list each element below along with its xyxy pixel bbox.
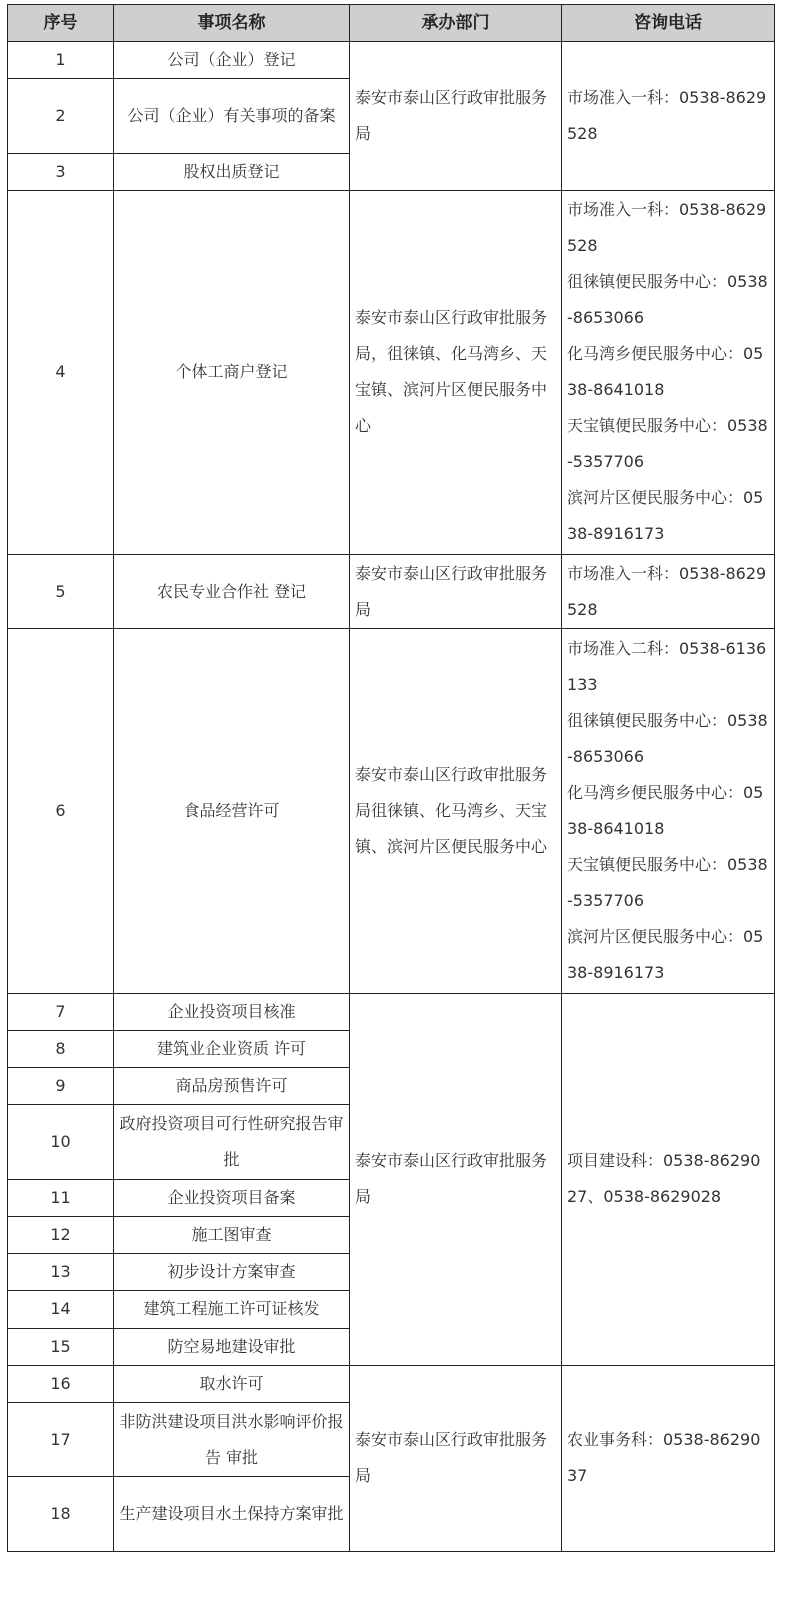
row-dept: 泰安市泰山区行政审批服务局 bbox=[350, 555, 562, 629]
row-phone: 市场准入一科：0538-8629528 bbox=[562, 555, 775, 629]
row-name: 公司（企业）有关事项的备案 bbox=[114, 79, 350, 153]
row-dept: 泰安市泰山区行政审批服务局徂徕镇、化马湾乡、天宝镇、滨河片区便民服务中心 bbox=[350, 629, 562, 993]
header-phone: 咨询电话 bbox=[562, 5, 775, 42]
row-no: 14 bbox=[8, 1291, 114, 1328]
row-name: 企业投资项目备案 bbox=[114, 1179, 350, 1216]
row-name: 生产建设项目水土保持方案审批 bbox=[114, 1477, 350, 1552]
row-phone bbox=[562, 190, 775, 554]
row-dept: 泰安市泰山区行政审批服务局 bbox=[350, 993, 562, 1365]
phone-line: 天宝镇便民服务中心：0538-5357706 bbox=[567, 416, 768, 472]
table-row bbox=[8, 629, 775, 993]
phone-line: 徂徕镇便民服务中心：0538-8653066 bbox=[567, 711, 768, 767]
phone-line: 化马湾乡便民服务中心：0538-8641018 bbox=[567, 783, 764, 839]
row-no: 18 bbox=[8, 1477, 114, 1552]
row-name: 公司（企业）登记 bbox=[114, 42, 350, 79]
row-no: 6 bbox=[8, 629, 114, 993]
row-name: 建筑工程施工许可证核发 bbox=[114, 1291, 350, 1328]
table-row bbox=[8, 555, 775, 629]
row-no: 3 bbox=[8, 153, 114, 190]
row-phone: 项目建设科：0538-8629027、0538-8629028 bbox=[562, 993, 775, 1365]
row-phone: 市场准入一科：0538-8629528 bbox=[562, 42, 775, 191]
table-row bbox=[8, 190, 775, 554]
row-no: 16 bbox=[8, 1365, 114, 1402]
row-name: 初步设计方案审查 bbox=[114, 1254, 350, 1291]
row-name: 防空易地建设审批 bbox=[114, 1328, 350, 1365]
row-name: 农民专业合作社 登记 bbox=[114, 555, 350, 629]
row-dept: 泰安市泰山区行政审批服务局 bbox=[350, 1365, 562, 1551]
row-name: 个体工商户登记 bbox=[114, 190, 350, 554]
row-dept: 泰安市泰山区行政审批服务局 bbox=[350, 42, 562, 191]
header-row bbox=[8, 5, 775, 42]
row-no: 4 bbox=[8, 190, 114, 554]
row-no: 9 bbox=[8, 1068, 114, 1105]
phone-line: 滨河片区便民服务中心：0538-8916173 bbox=[567, 488, 764, 544]
row-no: 7 bbox=[8, 993, 114, 1030]
row-no: 11 bbox=[8, 1179, 114, 1216]
row-name: 企业投资项目核准 bbox=[114, 993, 350, 1030]
table-row bbox=[8, 1365, 775, 1402]
phone-line: 滨河片区便民服务中心：0538-8916173 bbox=[567, 927, 764, 983]
row-name: 政府投资项目可行性研究报告审批 bbox=[114, 1105, 350, 1179]
phone-line: 市场准入一科：0538-8629528 bbox=[567, 200, 767, 256]
row-no: 5 bbox=[8, 555, 114, 629]
phone-line: 化马湾乡便民服务中心：0538-8641018 bbox=[567, 344, 764, 400]
row-name: 建筑业企业资质 许可 bbox=[114, 1030, 350, 1067]
header-name: 事项名称 bbox=[114, 5, 350, 42]
row-name: 食品经营许可 bbox=[114, 629, 350, 993]
service-table bbox=[7, 4, 775, 1552]
phone-line: 天宝镇便民服务中心：0538-5357706 bbox=[567, 855, 768, 911]
table-row bbox=[8, 993, 775, 1030]
row-name: 施工图审查 bbox=[114, 1216, 350, 1253]
row-name: 非防洪建设项目洪水影响评价报告 审批 bbox=[114, 1403, 350, 1477]
row-no: 1 bbox=[8, 42, 114, 79]
phone-line: 徂徕镇便民服务中心：0538-8653066 bbox=[567, 272, 768, 328]
row-no: 12 bbox=[8, 1216, 114, 1253]
row-dept: 泰安市泰山区行政审批服务局，徂徕镇、化马湾乡、天宝镇、滨河片区便民服务中心 bbox=[350, 190, 562, 554]
row-name: 股权出质登记 bbox=[114, 153, 350, 190]
row-no: 2 bbox=[8, 79, 114, 153]
header-no: 序号 bbox=[8, 5, 114, 42]
row-no: 17 bbox=[8, 1403, 114, 1477]
header-dept: 承办部门 bbox=[350, 5, 562, 42]
row-phone bbox=[562, 629, 775, 993]
table-row bbox=[8, 42, 775, 79]
row-no: 10 bbox=[8, 1105, 114, 1179]
row-name: 商品房预售许可 bbox=[114, 1068, 350, 1105]
row-no: 8 bbox=[8, 1030, 114, 1067]
row-no: 15 bbox=[8, 1328, 114, 1365]
row-no: 13 bbox=[8, 1254, 114, 1291]
row-name: 取水许可 bbox=[114, 1365, 350, 1402]
phone-line: 市场准入二科：0538-6136133 bbox=[567, 639, 767, 695]
row-phone: 农业事务科：0538-8629037 bbox=[562, 1365, 775, 1551]
